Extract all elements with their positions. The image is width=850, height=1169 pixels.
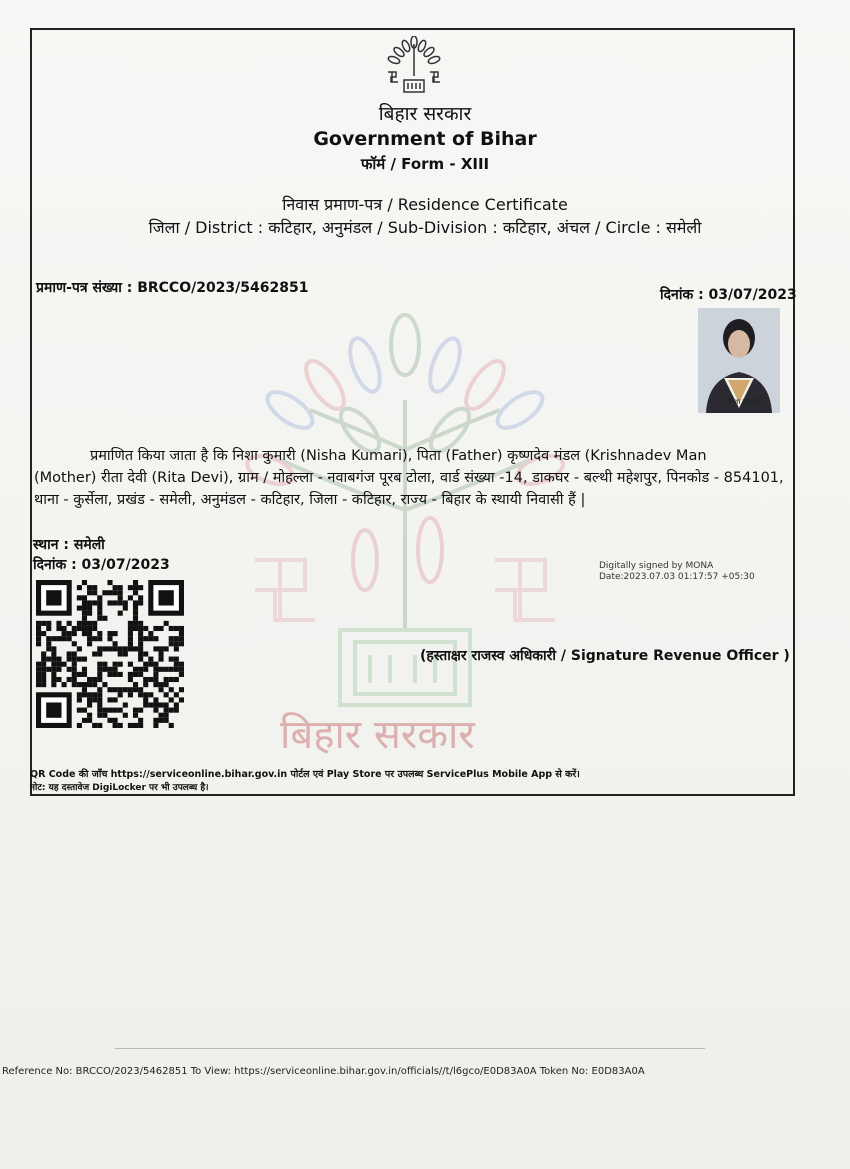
- divider-line: [115, 1048, 705, 1049]
- certificate-title: निवास प्रमाण-पत्र / Residence Certificate: [282, 195, 568, 214]
- form-number: फॉर्म / Form - XIII: [360, 155, 490, 173]
- issue-place: स्थान : समेली: [33, 537, 105, 553]
- issue-date: दिनांक : 03/07/2023: [33, 557, 170, 573]
- certificate-date: दिनांक : 03/07/2023: [660, 287, 797, 303]
- digital-signature-date: Date:2023.07.03 01:17:57 +05:30: [599, 572, 755, 582]
- govt-name-hindi: बिहार सरकार: [378, 103, 472, 125]
- certificate-number: प्रमाण-पत्र संख्या : BRCCO/2023/5462851: [36, 280, 309, 296]
- watermark-text: बिहार सरकार: [280, 712, 475, 758]
- digital-signature: [599, 561, 755, 583]
- photo-caption: निशा कुमारी: [728, 398, 759, 406]
- digital-signature-name: Digitally signed by MONA: [599, 561, 714, 571]
- govt-name-english: Government of Bihar: [313, 128, 537, 150]
- applicant-photo: [698, 308, 780, 413]
- reference-footer: Reference No: BRCCO/2023/5462851 To View: https://serviceonline.bihar.gov.in/officials//t/l6gco/E0D83A0A Token No: E0D83A0A: [2, 1066, 645, 1077]
- bihar-emblem-icon: [384, 36, 444, 98]
- certificate-body-line-1: प्रमाणित किया जाता है कि निशा कुमारी (Nisha Kumari), पिता (Father) कृष्णदेव मंडल (Krishnadev Man: [90, 448, 707, 464]
- district-line: जिला / District : कटिहार, अनुमंडल / Sub-Division : कटिहार, अंचल / Circle : समेली: [148, 218, 702, 237]
- qr-code[interactable]: [36, 580, 188, 728]
- qr-verification-note: QR Code की जाँच https://serviceonline.bihar.gov.in पोर्टल एवं Play Store पर उपलब्ध ServicePlus Mobile App से करें।: [30, 769, 580, 780]
- certificate-body-line-2: (Mother) रीता देवी (Rita Devi), ग्राम / मोहल्ला - नवाबगंज पूरब टोला, वार्ड संख्या -14, डाकघर - बल्थी महेशपुर, पिनकोड - 854101,: [34, 470, 784, 486]
- signature-label: (हस्ताक्षर राजस्व अधिकारी / Signature Revenue Officer ): [420, 648, 790, 664]
- digilocker-note: नोट: यह दस्तावेज DigiLocker पर भी उपलब्ध है।: [30, 783, 209, 793]
- certificate-body-line-3: थाना - कुर्सेला, प्रखंड - समेली, अनुमंडल - कटिहार, जिला - कटिहार, राज्य - बिहार के स्थायी निवासी हैं |: [34, 492, 586, 508]
